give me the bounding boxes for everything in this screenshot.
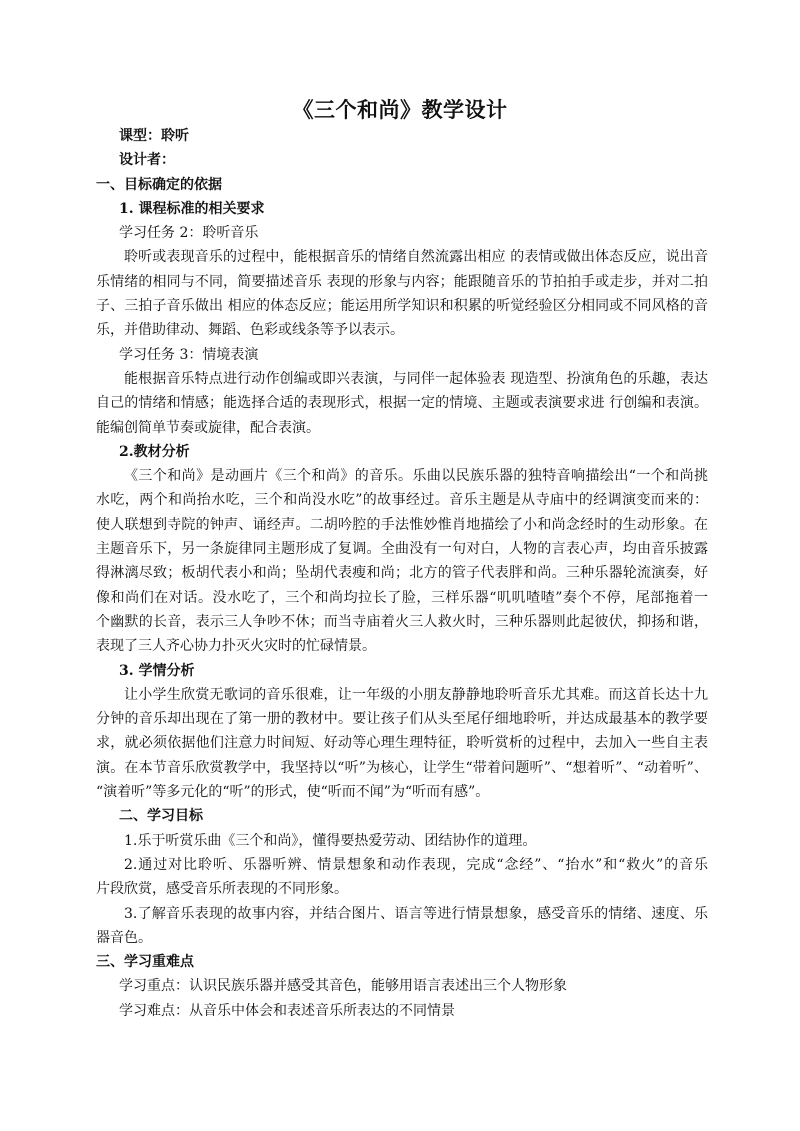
- document-title: 《三个和尚》教学设计: [292, 97, 508, 122]
- paragraph-line: 《三个和尚》是动画片《三个和尚》的音乐。乐曲以民族乐器的独特音响描绘出“一个和尚挑: [124, 468, 708, 485]
- paragraph-line: 求，就必须依据他们注意力时间短、好动等心理生理特征，聆听赏析的过程中，去加入一些自主表: [96, 735, 708, 752]
- paragraph-line: 乐，并借助律动、舞蹈、色彩或线条等予以表示。: [96, 322, 404, 339]
- task3-paragraph: [96, 367, 708, 440]
- paragraph-line: 使人联想到寺院的钟声、诵经声。二胡吟腔的手法惟妙惟肖地描绘了小和尚念经时的生动形象。在: [96, 516, 708, 533]
- learner-analysis-paragraph: [96, 683, 708, 804]
- paragraph-line: 片段欣赏，感受音乐所表现的不同形象。: [96, 881, 348, 898]
- paragraph-line: 水吃，两个和尚抬水吃，三个和尚没水吃”的故事经过。音乐主题是从寺庙中的经调演变而来的：: [96, 492, 708, 509]
- paragraph-line: 器音色。: [96, 929, 152, 946]
- task3-label: 学习任务 3：情境表演: [119, 346, 259, 363]
- paragraph-line: 能编创简单节奏或旋律，配合表演。: [96, 419, 320, 436]
- designer-label: 设计者：: [119, 152, 175, 169]
- course-type-label: 课型：聆听: [119, 128, 189, 144]
- textbook-analysis-paragraph: [96, 464, 708, 658]
- difficult-point: 学习难点：从音乐中体会和表述音乐所表达的不同情景: [119, 1002, 455, 1019]
- paragraph-line: 个幽默的长音，表示三人争吵不休；而当寺庙着火三人救火时，三种乐器则此起彼伏，抑扬和谐，: [96, 613, 708, 630]
- paragraph-line: 主题音乐下，另一条旋律同主题形成了复调。全曲没有一句对白，人物的言表心声，均由音乐披露: [96, 541, 708, 558]
- document-body: [96, 124, 708, 1023]
- paragraph-line: 3.了解音乐表现的故事内容，并结合图片、语言等进行情景想象，感受音乐的情绪、速度、乐: [124, 905, 708, 922]
- paragraph-line: 得淋漓尽致；板胡代表小和尚；坠胡代表瘦和尚；北方的管子代表胖和尚。三种乐器轮流演奏，好: [96, 565, 708, 582]
- paragraph-line: 表现了三人齐心协力扑灭火灾时的忙碌情景。: [96, 638, 376, 655]
- goal-3: [96, 902, 708, 951]
- paragraph-line: 分钟的音乐却出现在了第一册的教材中。要让孩子们从头至尾仔细地聆听，并达成最基本的教学要: [96, 711, 708, 728]
- paragraph-line: 乐情绪的相同与不同，简要描述音乐 表现的形象与内容；能跟随音乐的节拍拍手或走步，并对二拍: [96, 273, 708, 290]
- task2-paragraph: [96, 245, 708, 342]
- paragraph-line: 能根据音乐特点进行动作创编或即兴表演，与同伴一起体验表 现造型、扮演角色的乐趣，表达: [124, 370, 708, 387]
- paragraph-line: 自己的情绪和情感；能选择合适的表现形式，根据一定的情境、主题或表演要求进 行创编和表演。: [96, 395, 708, 412]
- paragraph-line: 1.乐于听赏乐曲《三个和尚》，懂得要热爱劳动、团结协作的道理。: [124, 832, 537, 849]
- key-point: 学习重点：认识民族乐器并感受其音色，能够用语言表述出三个人物形象: [119, 978, 567, 995]
- subsection-heading-curriculum: 1. 课程标准的相关要求: [119, 200, 265, 217]
- task2-label: 学习任务 2：聆听音乐: [119, 225, 259, 242]
- paragraph-line: 子、三拍子音乐做出 相应的体态反应；能运用所学知识和积累的听觉经验区分相同或不同风格的音: [96, 298, 708, 315]
- paragraph-line: 聆听或表现音乐的过程中，能根据音乐的情绪自然流露出相应 的表情或做出体态反应，说出音: [124, 249, 708, 266]
- section-heading-key-points: 三、学习重难点: [96, 954, 194, 971]
- goal-2: [96, 853, 708, 902]
- paragraph-line: 2.通过对比聆听、乐器听辨、情景想象和动作表现，完成“念经”、“抬水”和“救火”的音乐: [124, 856, 708, 873]
- goal-1: [96, 829, 708, 853]
- paragraph-line: “演着听”等多元化的“听”的形式，使“听而不闻”为“听而有感”。: [96, 784, 490, 801]
- section-heading-goals: 二、学习目标: [119, 808, 203, 825]
- paragraph-line: 像和尚们在对话。没水吃了，三个和尚均拉长了脸，三样乐器“叽叽喳喳”奏个不停，尾部拖着一: [96, 589, 708, 606]
- subsection-heading-textbook: 2.教材分析: [119, 443, 190, 460]
- paragraph-line: 演。在本节音乐欣赏教学中，我坚持以“听”为核心，让学生“带着问题听”、“想着听”、“动着听”、: [96, 759, 708, 776]
- section-heading-basis: 一、目标确定的依据: [96, 176, 222, 193]
- subsection-heading-learner: 3. 学情分析: [119, 662, 195, 679]
- paragraph-line: 让小学生欣赏无歌词的音乐很难，让一年级的小朋友静静地聆听音乐尤其难。而这首长达十九: [124, 686, 708, 703]
